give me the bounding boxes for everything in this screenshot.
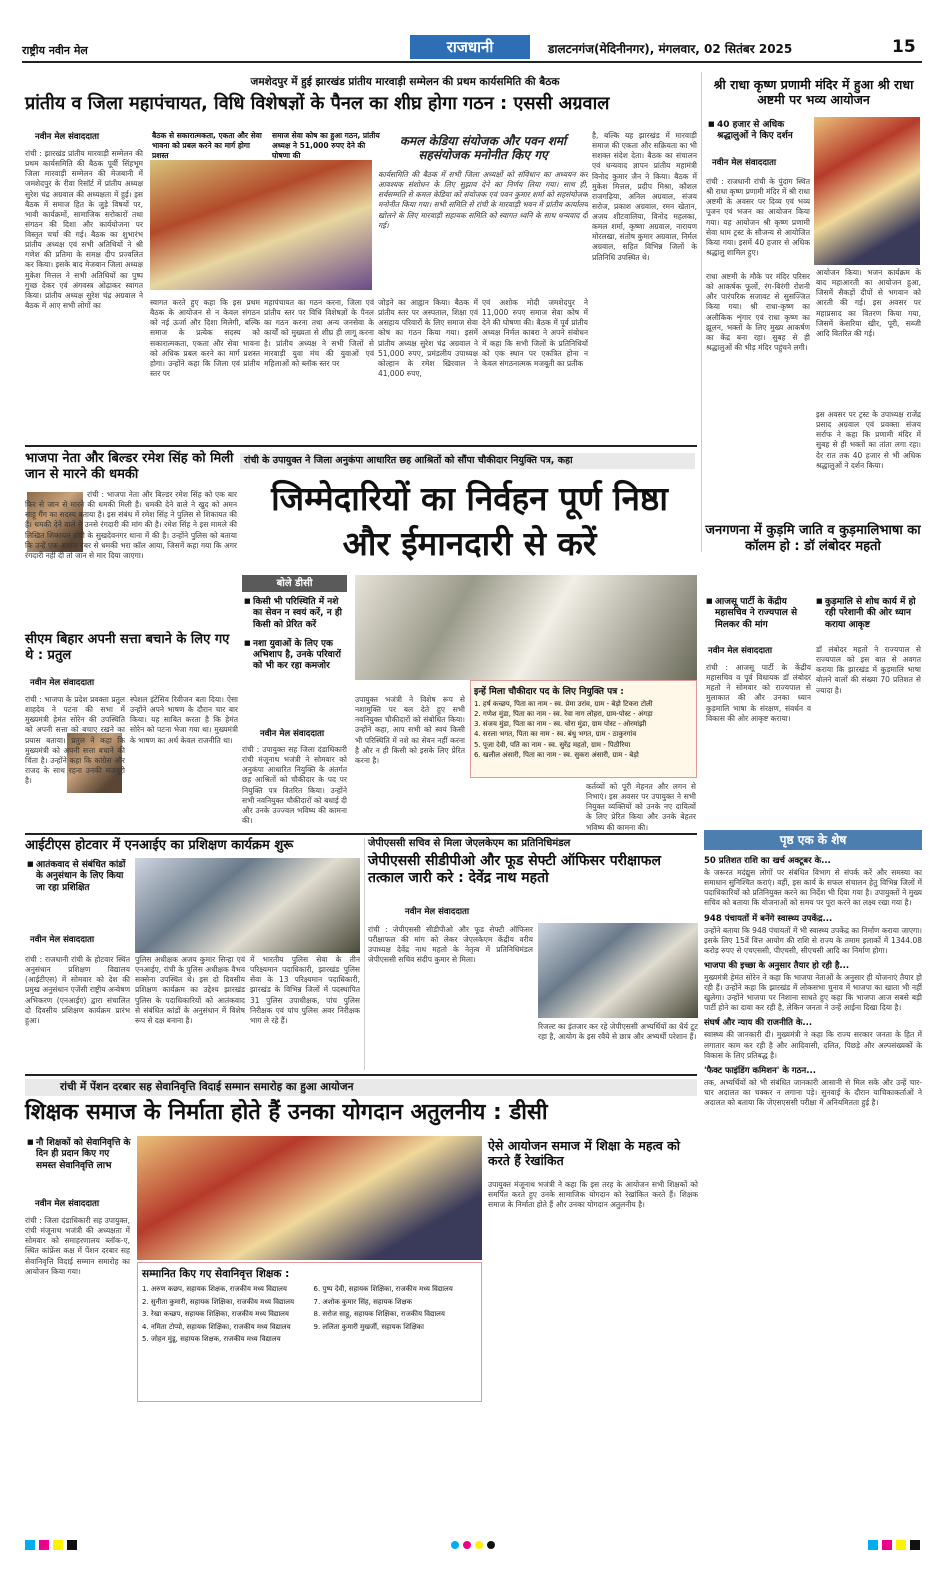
s10-byline: नवीन मेल संवाददाता — [35, 1199, 100, 1209]
s7-body-4: स्वास्थ्य की जानकारी दी। मुख्यमंत्री ने कहा कि राज्य सरकार जनता के हित में लगातार काम कर रही है और आदिवासी, दलित, पिछड़े और अल्पसंख्यकों के विकास के लिए प्रतिबद्ध है। — [704, 1030, 922, 1060]
s1-byline: नवीन मेल संवाददाता — [35, 132, 100, 142]
s7-body-1: के जरूरत मदंद्युस लोगों पर संबंधित विभाग से संपर्क करें और समस्या का समाधान सुनिश्चित कराएं। वहीं, इस कार्य के सफल संचालन हेतु विभिन्न जिलों में पदाधिकारियों को प्रतिनियुक्त करने का निर्देश भी दिया गया है। उपायुक्तों ने मुख्य सचिव को बताया कि योजनाओं को समय पर पूरा करने का लक्ष्य रखा गया है। — [704, 868, 922, 908]
s4-bullet-2: ■ नशा युवाओं के लिए एक अभिशाप है, उनके परिवारों को भी कर रहा कमजोर — [244, 639, 344, 673]
s7-heading-5: 'फैक्ट फाइंडिंग कमिशन' के गठन... — [704, 1065, 816, 1076]
s4-bullets — [244, 597, 344, 677]
s5-headline: सीएम बिहार अपनी सत्ता बचाने के लिए गए थे : प्रतुल — [25, 632, 230, 663]
s8-byline: नवीन मेल संवाददाता — [30, 935, 95, 945]
s2-body-4: इस अवसर पर ट्रस्ट के उपाध्यक्ष राजेंद्र प्रसाद अग्रवाल एवं प्रवक्ता संजय सर्राफ ने कहा कि प्रणामी मंदिर में सुबह से ही भक्तों का तांता लगा रहा। देर रात तक 40 हजार से भी अधिक श्रद्धालुओं ने दर्शन किया। — [816, 410, 921, 470]
rule-2 — [25, 833, 697, 835]
s9-body-2: रिजल्ट का इंतजार कर रहे जेपीएससी अभ्यर्थियों का धैर्य टूट रहा है, आयोग के इस रवैये से छात्र और अभ्यर्थी परेशान हैं। — [538, 1022, 698, 1042]
s7-column — [704, 855, 922, 1525]
s10-bullet-1: ■ नौ शिक्षकों को सेवानिवृत्ति के दिन ही प्रदान किए गए समस्त सेवानिवृत्ति लाभ — [27, 1138, 132, 1172]
s1-caption-1: बैठक से सकारात्मकता, एकता और सेवा भावना को प्रबल करने का मार्ग होगा प्रशस्त — [152, 131, 262, 160]
dateline: डालटनगंज(मेदिनीनगर), मंगलवार, 02 सितंबर 2025 — [548, 42, 793, 56]
s1-headline: प्रांतीय व जिला महापंचायत, विधि विशेषज्ञों के पैनल का शीघ्र होगा गठन : एससी अग्रवाल — [25, 93, 610, 114]
s1-kicker: जमशेदपुर में हुई झारखंड प्रांतीय मारवाड़ी सम्मेलन की प्रथम कार्यसमिति की बैठक — [250, 76, 560, 88]
s9-body-1: रांची : जेपीएससी सीडीपीओ और फूड सेफ्टी ऑफिसर परीक्षाफल की मांग को लेकर जेएलकेएम केंद्रीय वरीय उपाध्यक्ष देवेंद्र नाथ महतो के नेतृत्व में प्रतिनिधिमंडल जेपीएससी सचिव संदीप कुमार से मिला। — [368, 925, 533, 965]
s9-headline: जेपीएससी सीडीपीओ और फूड सेफ्टी ऑफिसर परीक्षाफल तत्काल जारी करे : देवेंद्र नाथ महतो — [368, 853, 661, 886]
s7-heading-1: 50 प्रतिशत राशि का खर्च अक्टूबर के... — [704, 856, 831, 866]
s9-photo — [538, 923, 698, 1018]
s1-body-6: एवं अशोक मोदी जमशेदपुर ने 11,000 रुपए समाज सेवा कोष में देने की घोषणा की। बैठक में पूर्व प्रांतीय अध्यक्ष निर्मल काबरा ने अपने संबोधन में कहा कि सभी जिलों के प्रतिनिधियों को एक स्थान पर एकत्रित होना न केवल संगठनात्मक मजबूती का प्रतीक — [482, 298, 588, 368]
s1-photo — [150, 160, 372, 290]
rule-1 — [25, 445, 697, 447]
s7-heading-4: संघर्ष और न्याय की राजनीति के... — [704, 1018, 813, 1029]
s4-list-item: 6. खलील अंसारी, पिता का नाम - स्व. सुकरा अंसारी, ग्राम - बेड़ो — [474, 750, 639, 759]
s2-bullets — [708, 120, 808, 147]
s2-headline: श्री राधा कृष्ण प्रणामी मंदिर में हुआ श्री राधा अष्टमी पर भव्य आयोजन — [713, 77, 914, 107]
s7-box-title: पृष्ठ एक के शेष — [704, 830, 922, 850]
s4-photo — [355, 575, 697, 680]
s3-headline: भाजपा नेता और बिल्डर रमेश सिंह को मिली जान से मारने की धमकी — [25, 451, 234, 482]
s6-body-2: डॉ लंबोदर महतो ने राज्यपाल से राज्यपाल को इस बात से अवगत कराया कि झारखंड में कुड़मालि भाषा बोलने वालों की संख्या 70 प्रतिशत से ज्यादा है। — [816, 645, 921, 695]
s5-byline: नवीन मेल संवाददाता — [30, 678, 95, 688]
s1-body-7: है, बल्कि यह झारखंड में मारवाड़ी समाज की एकता और सक्रियता का भी सशक्त संदेश देता। बैठक का संचालन एवं धन्यवाद ज्ञापन प्रांतीय महामंत्री विनोद कुमार जैन ने किया। बैठक में मुकेश मित्तल, प्रदीप मिश्रा, कौशल राजगढ़िया, अनिल अग्रवाल, संजय सरोज, प्रकाश अग्रवाल, रमन खेतान, अजय शीटवालिया, विनोद महलका, कमल शर्मा, कृष्णा अग्रवाल, नारायण मोरलखा, संतोष कुमार अग्रवाल, निर्मल अग्रवाल, सहित विभिन्न जिलों के प्रतिनिधि उपस्थित थे। — [592, 131, 697, 262]
s8-bullet-1: ■ आतंकवाद से संबंधित कांडों के अनुसंधान के लिए किया जा रहा प्रशिक्षित — [27, 860, 127, 894]
s10-headline: शिक्षक समाज के निर्माता होते हैं उनका योगदान अतुलनीय : डीसी — [25, 1100, 548, 1125]
s4-list-item: 5. पूजा देवी, पति का नाम - स्व. सुरेंद्र महतो, ग्राम - पिठौरिया — [474, 740, 631, 749]
s1-body-3: महापंचायत का गठन करना, जिला एवं प्रांतीय स्तर पर विधि विशेषज्ञों के पैनल का गठन करना तथा अन्य जनसेवा के कार्यों को मुख्यता से शीघ्र ही लागू करना है। प्रांतीय अध्यक्ष ने सभी जिलों से मारवाड़ी युवा मंच की युवाओं एवं महिलाओं को ब्लॉक स्तर पर — [264, 298, 374, 368]
s7-body-5: तक, अभ्यर्थियों को भी संबंधित जानकारी आसानी से मिल सके और उन्हें चार-चार अदालत का चक्कर न लगाना पड़े। सुनवाई के दौरान याचिकाकर्ताओं ने अदालत को बताया कि जेएसएससी परीक्षा में अनियमितता हुई है। — [704, 1077, 922, 1107]
s8-body-3: में भारतीय पुलिस सेवा के तीन परिक्ष्यमान पदाधिकारी, झारखंड पुलिस सेवा के 13 परिक्ष्यमान पदाधिकारी, झारखंड के विभिन्न जिलों में पदस्थापित 31 पुलिस उपाधीक्षक, पांच पुलिस निरीक्षक एवं पांच पुलिस अवर निरीक्षक भाग ले रहे हैं। — [250, 955, 360, 1025]
s10-list-item: 7. अशोक कुमार सिंह, सहायक शिक्षक — [313, 1297, 412, 1306]
s7-body-2: उन्होंने बताया कि 948 पंचायतों में भी स्वास्थ्य उपकेंद्र का निर्माण कराया जाएगा। इसके लिए 15वें वित्त आयोग की राशि से राज्य के तमाम इलाकों में 1344.08 करोड़ रुपए से एचएससी, पीएचसी, सीएचसी आदि का निर्माण होगा। — [704, 925, 922, 955]
s2-photo — [814, 117, 920, 265]
s2-byline: नवीन मेल संवाददाता — [712, 158, 777, 168]
s7-body-3: मुख्यमंत्री हेमंत सोरेन ने कहा कि भाजपा नेताओं के अनुसार ही योजनाएं तैयार हो रही हैं। उन्होंने कहा कि झारखंड में लोकसभा चुनाव में भाजपा का खाता भी नहीं खुलेगा। उन्होंने भाजपा पर निशाना साधते हुए कहा कि भाजपा आज सबसे बड़ी पार्टी होने का दावा कर रही है, लेकिन जनता ने उन्हें आईना दिखा दिया है। — [704, 972, 922, 1013]
s10-list-item: 4. नमिता टोप्पो, सहायक शिक्षिका, राजकीय मध्य विद्यालय — [142, 1322, 291, 1331]
s10-list-item: 1. अरुण कछप, सहायक शिक्षक, राजकीय मध्य विद्यालय — [142, 1285, 287, 1293]
s10-body-1: रांची : जिला दंडाधिकारी सह उपायुक्त, रांची मंजूनाथ भजंत्री की अध्यक्षता में सोमवार को समाहरणालय ब्लॉक-ए, स्थित कांफ्रेंस कक्ष में पेंशन दरबार सह सेवानिवृत्ति विदाई सम्मान समारोह का आयोजन किया गया। — [25, 1216, 130, 1276]
s1-body-4: जोड़ने का आह्वान किया। बैठक में प्रांतीय स्तर पर अस्पताल, शिक्षा एवं असहाय परिवारों के लिए समाज सेवा कोष का गठन किया गया। इसमें प्रांतीय अध्यक्ष सुरेश चंद्र अग्रवाल ने 51,000 रुपए, प्रमंडलीय उपाध्यक्ष कोल्हान के रमेश खिरवाल ने 41,000 रुपए, — [378, 298, 478, 378]
s4-list-item: 4. सरला भगत, पिता का नाम - स्व. बंधु भगत, ग्राम - ठाकुरगांव — [474, 730, 637, 739]
s6-bullets — [706, 597, 921, 635]
section-label: राजधानी — [410, 35, 530, 59]
s6-headline: जनगणना में कुड़मि जाति व कुड़मालिभाषा का कॉलम हो : डॉ लंबोदर महतो — [705, 523, 921, 554]
s1-caption-2: समाज सेवा कोष का हुआ गठन, प्रांतीय अध्यक्ष ने 51,000 रुपए देने की घोषणा की — [272, 131, 380, 160]
s10-list-item: 8. सरोज साहू, सहायक शिक्षिका, राजकीय विद्यालय — [313, 1310, 445, 1318]
s6-bullet-2: ■ कुड़मालि से शोध कार्य में हो रही परेशानी की ओर ध्यान कराया आकृष्ट — [816, 597, 920, 631]
s10-list-item: 9. ललिता कुमारी मुखर्जी, सहायक शिक्षिका — [313, 1322, 424, 1331]
s6-bullet-1: ■ आजसू पार्टी के केंद्रीय महासचिव ने राज्यपाल से मिलकर की मांग — [706, 597, 810, 631]
s4-list-item: 3. संजय मुंडा, पिता का नाम - स्व. चोरा मुंडा, ग्राम पोस्ट - ओरमांझी — [474, 720, 647, 729]
s4-list-item: 1. हर्ष कच्छप, पिता का नाम - स्व. प्रेमा उरांव, ग्राम - बेड़ो टिकरा टोली — [474, 700, 653, 708]
s7-heading-3: भाजपा की इच्छा के अनुसार तैयार हो रही है... — [704, 960, 850, 971]
divider-mid — [364, 838, 365, 1070]
s4-headline: जिम्मेदारियों का निर्वहन पूर्ण निष्ठा और ईमानदारी से करें — [271, 479, 668, 563]
rule-3 — [25, 1074, 697, 1076]
page-number: 15 — [892, 37, 916, 57]
s4-kicker: रांची के उपायुक्त ने जिला अनुकंपा आधारित छह आश्रितों को सौंपा चौकीदार नियुक्ति पत्र, कहा — [244, 455, 573, 466]
s5-body-2: स्पेशल इंटेंसिव रिवीजन बता दिया। ऐसा उन्होंने अपने भाषण के दौरान चार बार किया। यह साबित करता है कि हेमंत सोरेन को पटना भेजा गया था। मुख्यमंत्री के भाषण का अर्थ केवल राजनीति था। — [130, 695, 238, 745]
s6-byline: नवीन मेल संवाददाता — [708, 646, 773, 656]
s10-subhead: ऐसे आयोजन समाज में शिक्षा के महत्व को करते हैं रेखांकित — [488, 1138, 680, 1168]
s10-list-item: 6. पुष्प देवी, सहायक शिक्षिका, राजकीय मध्य विद्यालय — [313, 1285, 453, 1293]
s10-bullets — [27, 1138, 132, 1176]
s4-body-3: कर्तव्यों को पूरी मेहनत और लगन से निभाएं। इस अवसर पर उपायुक्त ने सभी नियुक्त व्यक्तियों को उनके नए दायित्वों के लिए प्रेरित किया और उनके बेहतर भविष्य की कामना की। — [586, 782, 696, 832]
s8-photo — [135, 858, 360, 953]
s1-body-2: स्वागत करते हुए कहा कि इस प्रथम बैठक के आयोजन से न केवल संगठन को नई ऊर्जा और दिशा मिलेगी, बल्कि समाज के प्रत्येक सदस्य को सकारात्मकता, एकता और सेवा भावना को अधिक प्रबल करने का मार्ग प्रशस्त होगा। उन्होंने कहा कि जिला एवं प्रांतीय स्तर पर — [150, 298, 260, 378]
masthead — [22, 35, 922, 63]
paper-name: राष्ट्रीय नवीन मेल — [22, 44, 88, 57]
s6-body-1: रांची : आजसू पार्टी के केंद्रीय महासचिव व पूर्व विधायक डॉ लंबोदर महतो ने सोमवार को राज्यपाल से मुलाकात की और उनका ध्यान कुड़मालि भाषा के संरक्षण, संवर्धन व विकास की ओर आकृष्ट कराया। — [706, 663, 811, 723]
s4-body-2: उपायुक्त भजंत्री ने विशेष रूप से नशामुक्ति पर बल देते हुए सभी नवनियुक्त चौकीदारों को संबोधित किया। उन्होंने कहा, आप सभी को स्वयं किसी भी परिस्थिति में नशे का सेवन नहीं करना है और न ही किसी को इसके लिए प्रेरित करना है। — [355, 695, 465, 765]
s7-heading-2: 948 पंचायतों में बनेंगे स्वास्थ्य उपकेंद्र... — [704, 913, 833, 924]
s3-body: रांची : भाजपा नेता और बिल्डर रमेश सिंह को एक बार फिर से जान से मारने की धमकी मिली है। धमकी देने वाले ने खुद को अमन साहू गैंग का सदस्य बताया है। इस संबंध में रमेश सिंह ने पुलिस से शिकायत की है। धमकी देने वाले ने उनसे रंगदारी की मांग की है। रमेश सिंह ने इस मामले की लिखित शिकायत रांची के सुखदेवनगर थाना में की है। उन्होंने पुलिस को बताया कि उन्हें एक अज्ञात नंबर से धमकी भरा कॉल आया, जिसमें कहा गया कि अगर रंगदारी नहीं दी तो जान से मार दिया जाएगा। — [25, 490, 237, 560]
s1-body-5: कार्यसमिति की बैठक में सभी जिला अध्यक्षों को संविधान का अध्ययन कर आवश्यक संशोधन के लिए सुझाव देने का निर्णय लिया गया। साथ ही, सर्वसम्मति से कमल केडिया को संयोजक एवं पवन कुमार शर्मा को सहसंयोजक मनोनीत किया गया। सभी समिति से रांची के मारवाड़ी भवन में प्रांतीय कार्यालय खोलने के लिए मारवाड़ी सहायक समिति को स्वागत ध्वनि के साथ धन्यवाद दी गई। — [378, 170, 588, 230]
footer-color-bar — [25, 1540, 920, 1550]
s8-headline: आईटीएस होटवार में एनआईए का प्रशिक्षण कार्यक्रम शुरू — [25, 838, 294, 853]
s10-list-title: सम्मानित किए गए सेवानिवृत्त शिक्षक : — [142, 1268, 290, 1280]
s1-subhead: कमल केडिया संयोजक और पवन शर्मा सहसंयोजक मनोनीत किए गए — [399, 134, 567, 163]
s9-kicker: जेपीएससी सचिव से मिला जेएलकेएम का प्रतिनिधिमंडल — [368, 838, 571, 849]
s10-list-item: 2. सुनीता कुमारी, सहायक शिक्षिका, राजकीय मध्य विद्यालय — [142, 1297, 295, 1306]
s2-bullet: ■ 40 हजार से अधिक श्रद्धालुओं ने किए दर्शन — [708, 120, 808, 143]
s2-body-3: आयोजन किया। भजन कार्यक्रम के बाद महाआरती का आयोजन हुआ, जिसमें सैकड़ों दीपों से भगवान को आरती की गई। इस अवसर पर महाप्रसाद का वितरण किया गया, जिसमें केसरिया खीर, पूरी, सब्जी आदि वितरित की गई। — [816, 268, 921, 338]
s4-box-title: बोले डीसी — [242, 575, 347, 592]
s10-photo — [137, 1136, 482, 1260]
s4-list-item: 2. गणेश मुंडा, पिता का नाम - स्व. रेवा नाग लोहरा, ग्राम-पोस्ट - अंगड़ा — [474, 710, 653, 719]
s2-body-1: रांची : राजधानी रांची के पुंदाग स्थित श्री राधा कृष्ण प्रणामी मंदिर में श्री राधा अष्टमी के अवसर पर दिव्य एवं भव्य पूजन एवं भजन का आयोजन किया गया। यह आयोजन श्री कृष्ण प्रणामी सेवा धाम ट्रस्ट के सौजन्य से आयोजित किया गया। इसमें 40 हजार से अधिक श्रद्धालु शामिल हुए। — [706, 177, 810, 257]
s4-bullet-1: ■ किसी भी परिस्थिति में नशे का सेवन न स्वयं करें, न ही किसी को प्रेरित करें — [244, 597, 344, 631]
s2-body-2: राधा अष्टमी के मौके पर मंदिर परिसर को आकर्षक फूलों, रंग-बिरंगी रोशनी और पारंपरिक सजावट से सुसज्जित किया गया। श्री राधा-कृष्ण का अलौकिक शृंगार एवं राधा कृष्ण का झूलन, भक्तों के लिए मुख्य आकर्षण का केंद्र बना रहा। सुबह से ही श्रद्धालुओं की भीड़ मंदिर पहुंचने लगी। — [706, 272, 810, 352]
s9-byline: नवीन मेल संवाददाता — [405, 907, 470, 917]
s8-body-1: रांची : राजधानी रांची के होटवार स्थित अनुसंधान प्रशिक्षण विद्यालय (आईटीएस) में सोमवार को देश की प्रमुख अनुसंधान एजेंसी राष्ट्रीय अन्वेषण अभिकरण (एनआईए) द्वारा संचालित दो दिवसीय प्रशिक्षण कार्यक्रम प्रारंभ हुआ। — [25, 955, 130, 1025]
s5-body: रांची : भाजपा के प्रदेश प्रवक्ता प्रतुल शाहदेव ने पटना की सभा में मुख्यमंत्री हेमंत सोरेन की उपस्थिति को अपनी सत्ता को बचाए रखने का प्रयास बताया। प्रतुल ने कहा कि मुख्यमंत्री को अपनी सत्ता बचाने की चिंता है। उन्होंने कहा कि कांग्रेस और राजद के साथ रहना उनकी मजबूरी है। — [25, 695, 125, 785]
s4-list-title: इन्हें मिला चौकीदार पद के लिए नियुक्ति पत्र : — [474, 687, 624, 697]
s8-bullets — [27, 860, 127, 898]
s4-list-box — [470, 680, 697, 778]
s4-byline: नवीन मेल संवाददाता — [260, 729, 325, 739]
divider-right — [701, 72, 702, 552]
s10-kicker: रांची में पेंशन दरबार सह सेवानिवृत्ति विदाई सम्मान समारोह का हुआ आयोजन — [60, 1081, 354, 1093]
s1-body-1: रांची : झारखंड प्रांतीय मारवाड़ी सम्मेलन की प्रथम कार्यसमिति की बैठक पूर्वी सिंहभूम जिला मारवाड़ी सम्मेलन की मेजबानी में जमशेदपुर के रीवा रिसॉर्ट में प्रांतीय अध्यक्ष सुरेश चंद्र अग्रवाल की अध्यक्षता में हुई। इस बैठक में समाज हित के जुड़े विषयों पर, भावी कार्यक्रमों, सामाजिक सरोकारों तथा संगठन की दिशा और कार्ययोजना पर विस्तृत चर्चा की गई। बैठक का शुभारंभ प्रांतीय अध्यक्ष एवं सभी अतिथियों ने श्री गणेश की प्रतिमा के समक्ष दीप प्रज्वलित कर किया। इसके बाद मेजबान जिला अध्यक्ष मुकेश मित्तल ने सभी अतिथियों का पुष्प गुच्छ देकर एवं अंगवस्त्र ओढ़ाकर स्वागत किया। प्रांतीय अध्यक्ष सुरेश चंद्र अग्रवाल ने बैठक में आए सभी लोगों का — [25, 149, 143, 310]
s8-body-2: पुलिस अधीक्षक अजय कुमार सिन्हा एवं एनआईए, रांची के पुलिस अधीक्षक वैभव सक्सेना उपस्थित थे। इस दो दिवसीय प्रशिक्षण कार्यक्रम का उद्देश्य झारखंड पुलिस के पदाधिकारियों को आतंकवाद से संबंधित कांडों के अनुसंधान में विशेष रूप से दक्ष बनाना है। — [135, 955, 245, 1025]
s4-body-1: रांची : उपायुक्त सह जिला दंडाधिकारी रांची मंजूनाथ भजंत्री ने सोमवार को अनुकंपा आधारित नियुक्ति के अंतर्गत छह आश्रितों को चौकीदार के पद पर नियुक्ति पत्र वितरित किया। उन्होंने सभी नवनियुक्त चौकीदारों को बधाई दी और उनके उज्ज्वल भविष्य की कामना की। — [242, 745, 347, 825]
s10-list-box — [137, 1262, 482, 1402]
s10-list-item: 5. जोहन मुंडू, सहायक शिक्षक, राजकीय मध्य विद्यालय — [142, 1335, 281, 1343]
s10-body-2: उपायुक्त मंजूनाथ भजंत्री ने कहा कि इस तरह के आयोजन सभी शिक्षकों को समर्पित करते हुए उनके सामाजिक योगदान को रेखांकित करते हैं। शिक्षक समाज के निर्माता होते हैं और उनका योगदान अतुलनीय है। — [488, 1180, 698, 1210]
s10-list-item: 3. रेखा कच्छप, सहायक शिक्षिका, राजकीय मध्य विद्यालय — [142, 1310, 289, 1318]
